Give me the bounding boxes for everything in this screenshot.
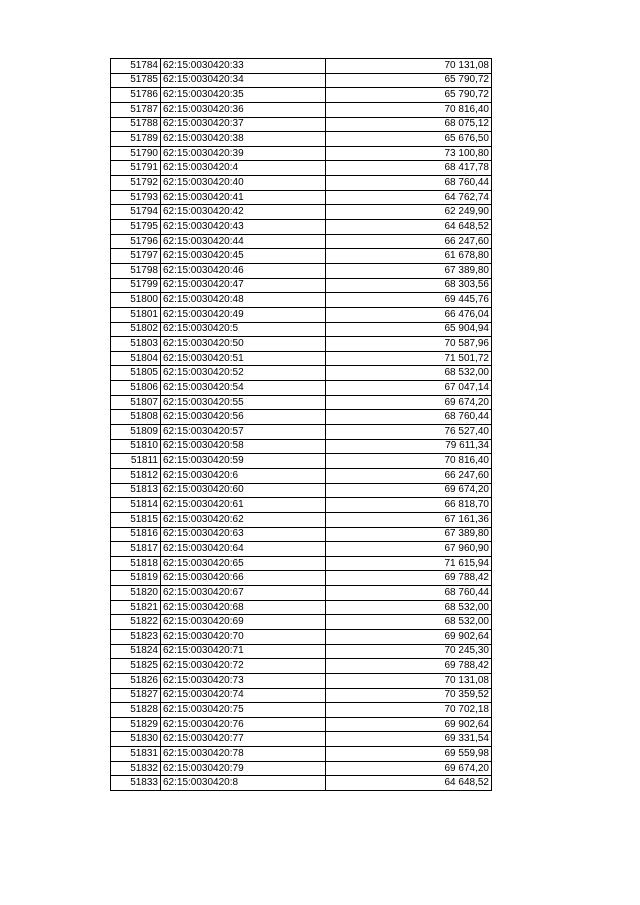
value-cell: 66 818,70 — [326, 498, 492, 513]
cadastral-number-cell: 62:15:0030420:4 — [161, 161, 326, 176]
row-number-cell: 51824 — [111, 644, 161, 659]
row-number-cell: 51832 — [111, 761, 161, 776]
value-cell: 69 674,20 — [326, 483, 492, 498]
table-row — [111, 439, 492, 454]
value-cell: 70 359,52 — [326, 688, 492, 703]
value-cell: 70 816,40 — [326, 454, 492, 469]
table-row — [111, 395, 492, 410]
table-row — [111, 161, 492, 176]
table-row — [111, 747, 492, 762]
row-number-cell: 51800 — [111, 293, 161, 308]
cadastral-number-cell: 62:15:0030420:66 — [161, 571, 326, 586]
value-cell: 68 532,00 — [326, 366, 492, 381]
value-cell: 66 247,60 — [326, 468, 492, 483]
value-cell: 67 047,14 — [326, 381, 492, 396]
table-row — [111, 307, 492, 322]
cadastral-number-cell: 62:15:0030420:8 — [161, 776, 326, 791]
table-row — [111, 703, 492, 718]
cadastral-number-cell: 62:15:0030420:42 — [161, 205, 326, 220]
table-row — [111, 600, 492, 615]
value-cell: 70 816,40 — [326, 102, 492, 117]
cadastral-number-cell: 62:15:0030420:48 — [161, 293, 326, 308]
value-cell: 68 760,44 — [326, 410, 492, 425]
cadastral-number-cell: 62:15:0030420:34 — [161, 73, 326, 88]
table-row — [111, 571, 492, 586]
cadastral-number-cell: 62:15:0030420:46 — [161, 263, 326, 278]
value-cell: 79 611,34 — [326, 439, 492, 454]
value-cell: 71 615,94 — [326, 556, 492, 571]
table-row — [111, 278, 492, 293]
value-cell: 76 527,40 — [326, 425, 492, 440]
row-number-cell: 51798 — [111, 263, 161, 278]
table-row — [111, 659, 492, 674]
table-row — [111, 761, 492, 776]
table-row — [111, 527, 492, 542]
cadastral-number-cell: 62:15:0030420:44 — [161, 234, 326, 249]
value-cell: 68 532,00 — [326, 615, 492, 630]
value-cell: 67 161,36 — [326, 512, 492, 527]
value-cell: 70 702,18 — [326, 703, 492, 718]
row-number-cell: 51811 — [111, 454, 161, 469]
row-number-cell: 51789 — [111, 132, 161, 147]
row-number-cell: 51833 — [111, 776, 161, 791]
table-row — [111, 366, 492, 381]
value-cell: 68 303,56 — [326, 278, 492, 293]
cadastral-number-cell: 62:15:0030420:75 — [161, 703, 326, 718]
row-number-cell: 51801 — [111, 307, 161, 322]
table-row — [111, 132, 492, 147]
row-number-cell: 51822 — [111, 615, 161, 630]
table-row — [111, 190, 492, 205]
row-number-cell: 51793 — [111, 190, 161, 205]
table-row — [111, 351, 492, 366]
table-row — [111, 483, 492, 498]
table-row — [111, 220, 492, 235]
value-cell: 69 788,42 — [326, 571, 492, 586]
table-row — [111, 556, 492, 571]
table-row — [111, 512, 492, 527]
cadastral-number-cell: 62:15:0030420:67 — [161, 586, 326, 601]
value-cell: 69 674,20 — [326, 761, 492, 776]
value-cell: 70 245,30 — [326, 644, 492, 659]
data-table-container — [110, 58, 492, 791]
table-row — [111, 468, 492, 483]
row-number-cell: 51818 — [111, 556, 161, 571]
value-cell: 67 389,80 — [326, 263, 492, 278]
row-number-cell: 51796 — [111, 234, 161, 249]
cadastral-number-cell: 62:15:0030420:65 — [161, 556, 326, 571]
cadastral-number-cell: 62:15:0030420:51 — [161, 351, 326, 366]
table-row — [111, 176, 492, 191]
table-row — [111, 205, 492, 220]
cadastral-number-cell: 62:15:0030420:55 — [161, 395, 326, 410]
row-number-cell: 51821 — [111, 600, 161, 615]
row-number-cell: 51794 — [111, 205, 161, 220]
cadastral-number-cell: 62:15:0030420:33 — [161, 59, 326, 74]
cadastral-number-cell: 62:15:0030420:6 — [161, 468, 326, 483]
table-row — [111, 732, 492, 747]
cadastral-number-cell: 62:15:0030420:74 — [161, 688, 326, 703]
value-cell: 64 648,52 — [326, 776, 492, 791]
cadastral-number-cell: 62:15:0030420:69 — [161, 615, 326, 630]
row-number-cell: 51788 — [111, 117, 161, 132]
row-number-cell: 51805 — [111, 366, 161, 381]
cadastral-number-cell: 62:15:0030420:54 — [161, 381, 326, 396]
cadastral-number-cell: 62:15:0030420:63 — [161, 527, 326, 542]
value-cell: 68 417,78 — [326, 161, 492, 176]
cadastral-number-cell: 62:15:0030420:40 — [161, 176, 326, 191]
table-row — [111, 88, 492, 103]
table-body — [111, 59, 492, 791]
cadastral-number-cell: 62:15:0030420:70 — [161, 629, 326, 644]
row-number-cell: 51828 — [111, 703, 161, 718]
row-number-cell: 51795 — [111, 220, 161, 235]
table-row — [111, 263, 492, 278]
value-cell: 69 788,42 — [326, 659, 492, 674]
row-number-cell: 51787 — [111, 102, 161, 117]
row-number-cell: 51817 — [111, 542, 161, 557]
table-row — [111, 73, 492, 88]
row-number-cell: 51797 — [111, 249, 161, 264]
cadastral-number-cell: 62:15:0030420:79 — [161, 761, 326, 776]
table-row — [111, 454, 492, 469]
value-cell: 69 445,76 — [326, 293, 492, 308]
row-number-cell: 51784 — [111, 59, 161, 74]
row-number-cell: 51803 — [111, 337, 161, 352]
value-cell: 65 790,72 — [326, 73, 492, 88]
table-row — [111, 249, 492, 264]
value-cell: 68 760,44 — [326, 176, 492, 191]
cadastral-number-cell: 62:15:0030420:64 — [161, 542, 326, 557]
row-number-cell: 51785 — [111, 73, 161, 88]
cadastral-number-cell: 62:15:0030420:38 — [161, 132, 326, 147]
cadastral-number-cell: 62:15:0030420:45 — [161, 249, 326, 264]
value-cell: 68 760,44 — [326, 586, 492, 601]
table-row — [111, 234, 492, 249]
cadastral-number-cell: 62:15:0030420:37 — [161, 117, 326, 132]
value-cell: 71 501,72 — [326, 351, 492, 366]
value-cell: 73 100,80 — [326, 146, 492, 161]
table-row — [111, 776, 492, 791]
table-row — [111, 615, 492, 630]
value-cell: 64 762,74 — [326, 190, 492, 205]
value-cell: 67 960,90 — [326, 542, 492, 557]
table-row — [111, 717, 492, 732]
table-row — [111, 322, 492, 337]
value-cell: 62 249,90 — [326, 205, 492, 220]
table-row — [111, 381, 492, 396]
cadastral-number-cell: 62:15:0030420:39 — [161, 146, 326, 161]
row-number-cell: 51820 — [111, 586, 161, 601]
value-cell: 69 902,64 — [326, 717, 492, 732]
value-cell: 61 678,80 — [326, 249, 492, 264]
table-row — [111, 498, 492, 513]
value-cell: 70 131,08 — [326, 673, 492, 688]
row-number-cell: 51825 — [111, 659, 161, 674]
value-cell: 70 587,96 — [326, 337, 492, 352]
value-cell: 68 532,00 — [326, 600, 492, 615]
cadastral-number-cell: 62:15:0030420:78 — [161, 747, 326, 762]
table-row — [111, 59, 492, 74]
cadastral-number-cell: 62:15:0030420:62 — [161, 512, 326, 527]
data-table — [110, 58, 492, 791]
table-row — [111, 293, 492, 308]
row-number-cell: 51814 — [111, 498, 161, 513]
row-number-cell: 51790 — [111, 146, 161, 161]
row-number-cell: 51830 — [111, 732, 161, 747]
cadastral-number-cell: 62:15:0030420:57 — [161, 425, 326, 440]
cadastral-number-cell: 62:15:0030420:43 — [161, 220, 326, 235]
value-cell: 69 902,64 — [326, 629, 492, 644]
row-number-cell: 51786 — [111, 88, 161, 103]
row-number-cell: 51827 — [111, 688, 161, 703]
row-number-cell: 51806 — [111, 381, 161, 396]
cadastral-number-cell: 62:15:0030420:77 — [161, 732, 326, 747]
value-cell: 69 559,98 — [326, 747, 492, 762]
value-cell: 69 674,20 — [326, 395, 492, 410]
table-row — [111, 586, 492, 601]
value-cell: 65 676,50 — [326, 132, 492, 147]
cadastral-number-cell: 62:15:0030420:59 — [161, 454, 326, 469]
cadastral-number-cell: 62:15:0030420:41 — [161, 190, 326, 205]
cadastral-number-cell: 62:15:0030420:5 — [161, 322, 326, 337]
cadastral-number-cell: 62:15:0030420:52 — [161, 366, 326, 381]
table-row — [111, 542, 492, 557]
row-number-cell: 51802 — [111, 322, 161, 337]
table-row — [111, 410, 492, 425]
table-row — [111, 337, 492, 352]
value-cell: 65 904,94 — [326, 322, 492, 337]
table-row — [111, 425, 492, 440]
row-number-cell: 51808 — [111, 410, 161, 425]
row-number-cell: 51815 — [111, 512, 161, 527]
table-row — [111, 688, 492, 703]
row-number-cell: 51826 — [111, 673, 161, 688]
row-number-cell: 51829 — [111, 717, 161, 732]
value-cell: 68 075,12 — [326, 117, 492, 132]
value-cell: 66 247,60 — [326, 234, 492, 249]
row-number-cell: 51813 — [111, 483, 161, 498]
row-number-cell: 51819 — [111, 571, 161, 586]
cadastral-number-cell: 62:15:0030420:58 — [161, 439, 326, 454]
row-number-cell: 51809 — [111, 425, 161, 440]
cadastral-number-cell: 62:15:0030420:60 — [161, 483, 326, 498]
value-cell: 66 476,04 — [326, 307, 492, 322]
row-number-cell: 51816 — [111, 527, 161, 542]
cadastral-number-cell: 62:15:0030420:49 — [161, 307, 326, 322]
row-number-cell: 51812 — [111, 468, 161, 483]
table-row — [111, 102, 492, 117]
cadastral-number-cell: 62:15:0030420:68 — [161, 600, 326, 615]
table-row — [111, 117, 492, 132]
value-cell: 64 648,52 — [326, 220, 492, 235]
cadastral-number-cell: 62:15:0030420:72 — [161, 659, 326, 674]
cadastral-number-cell: 62:15:0030420:35 — [161, 88, 326, 103]
table-row — [111, 644, 492, 659]
row-number-cell: 51791 — [111, 161, 161, 176]
value-cell: 70 131,08 — [326, 59, 492, 74]
cadastral-number-cell: 62:15:0030420:73 — [161, 673, 326, 688]
row-number-cell: 51823 — [111, 629, 161, 644]
cadastral-number-cell: 62:15:0030420:50 — [161, 337, 326, 352]
value-cell: 69 331,54 — [326, 732, 492, 747]
row-number-cell: 51792 — [111, 176, 161, 191]
value-cell: 67 389,80 — [326, 527, 492, 542]
cadastral-number-cell: 62:15:0030420:61 — [161, 498, 326, 513]
row-number-cell: 51807 — [111, 395, 161, 410]
row-number-cell: 51804 — [111, 351, 161, 366]
value-cell: 65 790,72 — [326, 88, 492, 103]
row-number-cell: 51831 — [111, 747, 161, 762]
cadastral-number-cell: 62:15:0030420:47 — [161, 278, 326, 293]
cadastral-number-cell: 62:15:0030420:76 — [161, 717, 326, 732]
table-row — [111, 146, 492, 161]
table-row — [111, 629, 492, 644]
cadastral-number-cell: 62:15:0030420:71 — [161, 644, 326, 659]
cadastral-number-cell: 62:15:0030420:36 — [161, 102, 326, 117]
cadastral-number-cell: 62:15:0030420:56 — [161, 410, 326, 425]
row-number-cell: 51810 — [111, 439, 161, 454]
row-number-cell: 51799 — [111, 278, 161, 293]
table-row — [111, 673, 492, 688]
